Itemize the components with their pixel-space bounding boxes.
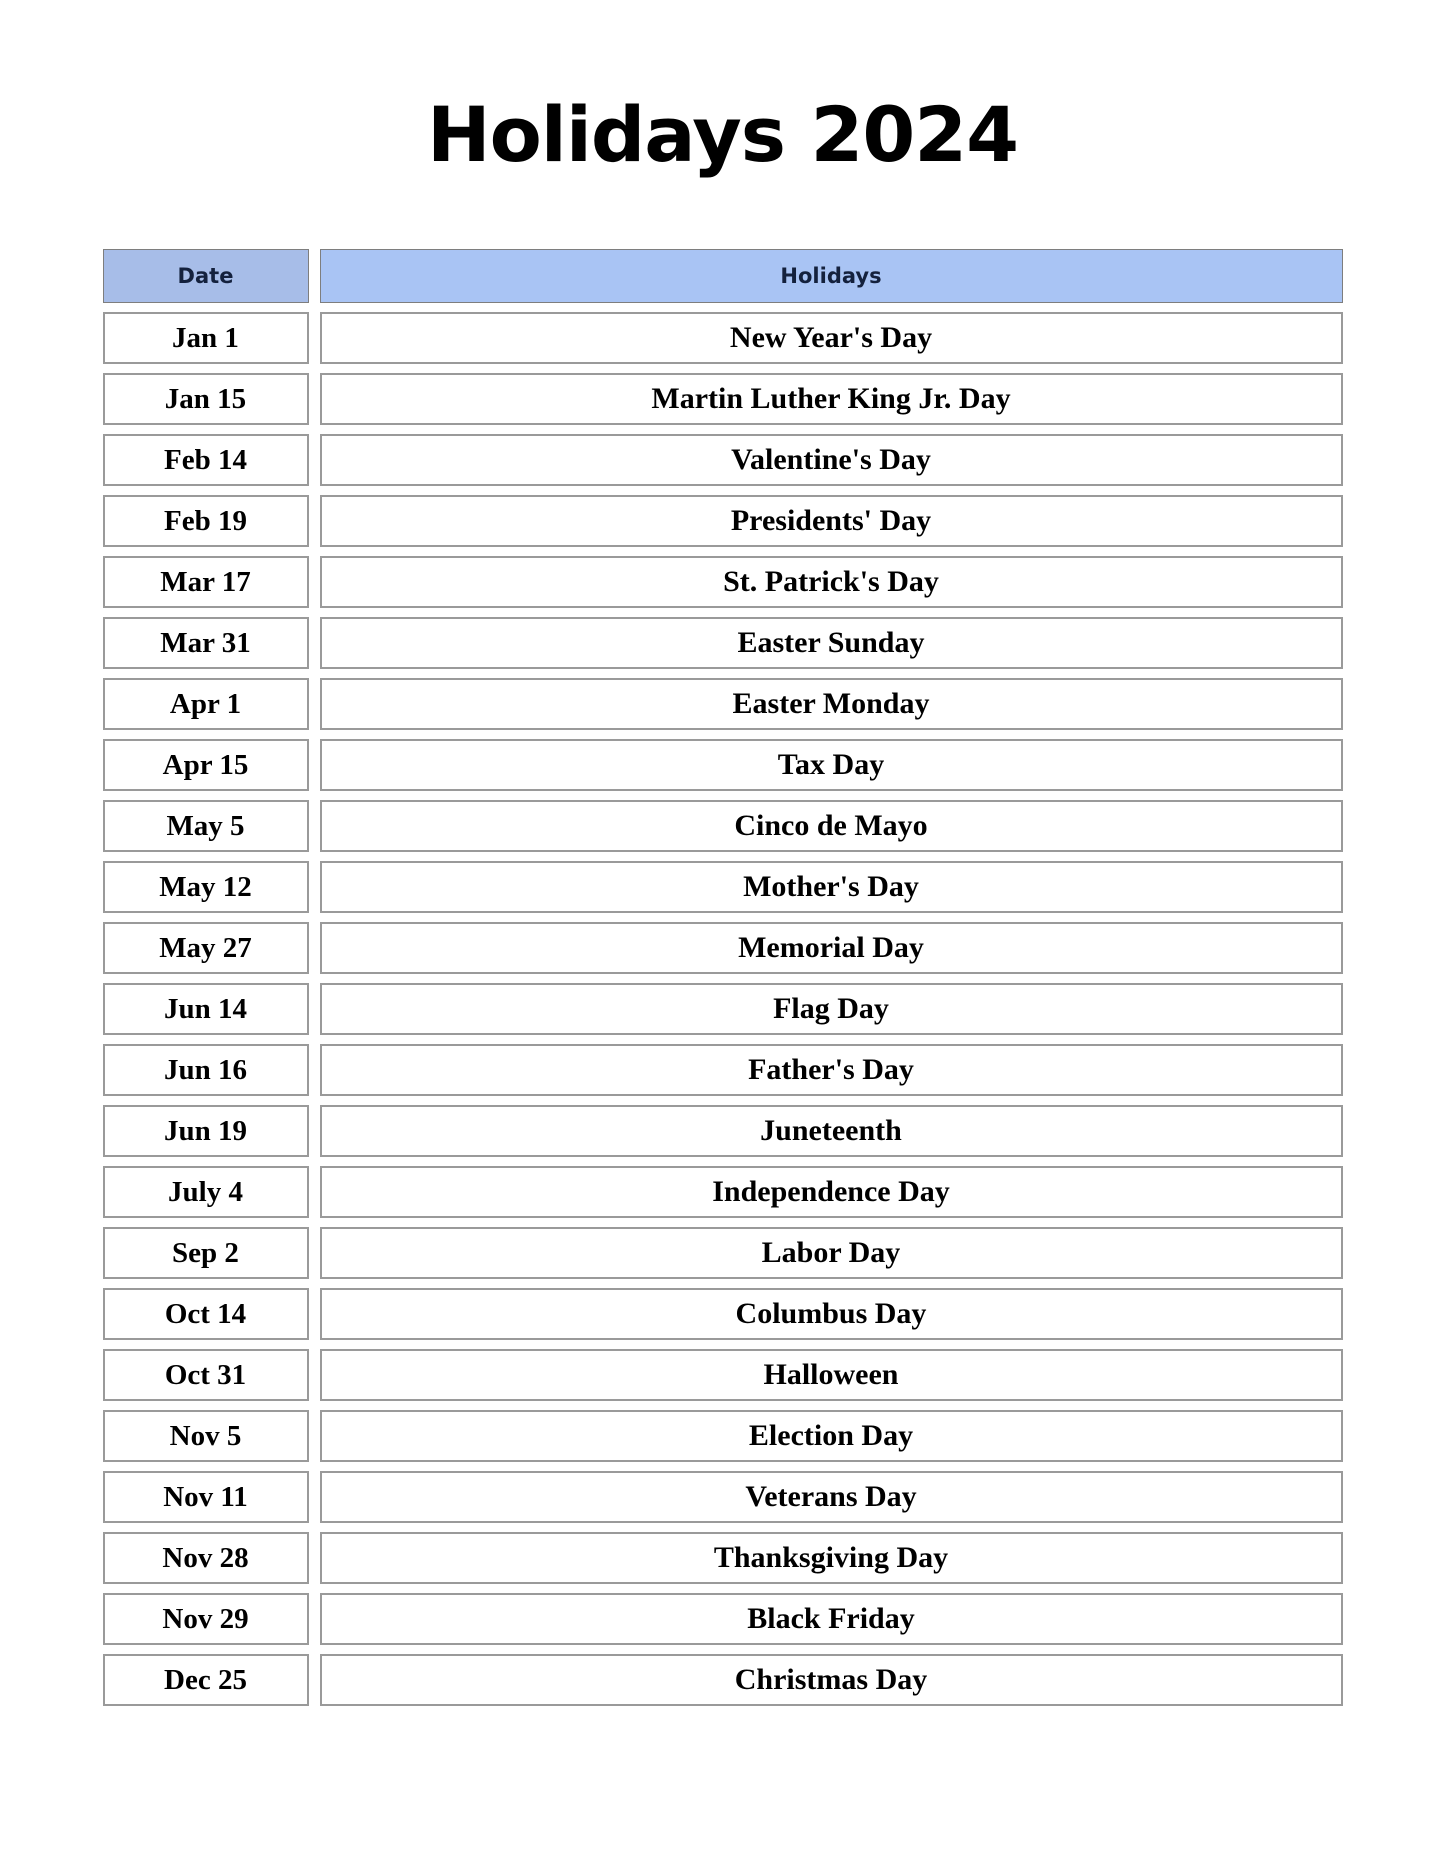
date-value: Oct 14: [164, 1297, 247, 1330]
table-cell-holiday: [320, 983, 1343, 1035]
date-value: Jan 1: [172, 321, 239, 354]
table-cell-holiday: [320, 1349, 1343, 1401]
table-cell-holiday: [320, 800, 1343, 852]
table-row: [103, 1593, 1343, 1645]
table-row: [103, 617, 1343, 669]
holiday-value: Election Day: [748, 1419, 914, 1452]
column-header-holidays: [320, 249, 1343, 303]
table-cell-date: [103, 922, 309, 974]
table-cell-holiday: [320, 922, 1343, 974]
table-cell-date: [103, 373, 309, 425]
date-value: Apr 15: [162, 748, 249, 781]
column-header-holidays-label: Holidays: [780, 264, 882, 288]
date-value: May 5: [166, 809, 245, 842]
holiday-value: Easter Sunday: [737, 626, 925, 659]
table-row: [103, 800, 1343, 852]
table-row: [103, 1654, 1343, 1706]
holiday-value: Juneteenth: [760, 1114, 902, 1147]
holiday-value: Memorial Day: [738, 931, 924, 964]
table-cell-date: [103, 1227, 309, 1279]
table-cell-date: [103, 1410, 309, 1462]
table-cell-holiday: [320, 434, 1343, 486]
table-row: [103, 1288, 1343, 1340]
holiday-value: Black Friday: [747, 1602, 915, 1635]
holiday-value: Veterans Day: [745, 1480, 917, 1513]
date-value: Nov 28: [162, 1541, 249, 1574]
date-value: Jun 14: [163, 992, 247, 1025]
table-cell-date: [103, 1349, 309, 1401]
table-cell-holiday: [320, 617, 1343, 669]
table-row: [103, 739, 1343, 791]
table-cell-holiday: [320, 312, 1343, 364]
table-row: [103, 1410, 1343, 1462]
holiday-value: Presidents' Day: [730, 504, 932, 537]
holiday-value: Mother's Day: [743, 870, 919, 903]
holiday-value: Valentine's Day: [731, 443, 931, 476]
holiday-value: Cinco de Mayo: [734, 809, 928, 842]
table-row: [103, 434, 1343, 486]
date-value: Jun 19: [163, 1114, 247, 1147]
date-value: Sep 2: [172, 1236, 239, 1269]
date-value: May 12: [159, 870, 252, 903]
table-cell-holiday: [320, 1105, 1343, 1157]
table-cell-date: [103, 434, 309, 486]
table-cell-holiday: [320, 373, 1343, 425]
table-row: [103, 495, 1343, 547]
column-header-date: [103, 249, 309, 303]
holiday-value: Labor Day: [761, 1236, 901, 1269]
table-cell-holiday: [320, 861, 1343, 913]
table-cell-date: [103, 1471, 309, 1523]
table-row: [103, 1349, 1343, 1401]
date-value: Dec 25: [164, 1663, 247, 1696]
table-cell-date: [103, 556, 309, 608]
page-title: Holidays 2024: [426, 90, 1019, 179]
table-body: [103, 312, 1343, 1706]
table-cell-holiday: [320, 1044, 1343, 1096]
holiday-value: Flag Day: [773, 992, 889, 1025]
table-cell-holiday: [320, 678, 1343, 730]
date-value: July 4: [168, 1175, 243, 1208]
table-row: [103, 373, 1343, 425]
table-cell-date: [103, 1044, 309, 1096]
table-cell-date: [103, 678, 309, 730]
holiday-value: Columbus Day: [735, 1297, 927, 1330]
table-cell-date: [103, 739, 309, 791]
date-value: Feb 19: [164, 504, 247, 537]
table-cell-date: [103, 1288, 309, 1340]
table-row: [103, 1532, 1343, 1584]
holiday-value: Easter Monday: [732, 687, 930, 720]
table-cell-date: [103, 495, 309, 547]
table-cell-date: [103, 983, 309, 1035]
table-row: [103, 1227, 1343, 1279]
date-value: Mar 31: [160, 626, 251, 659]
date-value: Jun 16: [163, 1053, 247, 1086]
holiday-value: St. Patrick's Day: [723, 565, 939, 598]
table-cell-holiday: [320, 1166, 1343, 1218]
date-value: Nov 5: [169, 1419, 242, 1452]
date-value: Feb 14: [164, 443, 247, 476]
holiday-value: New Year's Day: [729, 321, 933, 354]
table-cell-date: [103, 800, 309, 852]
table-cell-date: [103, 1532, 309, 1584]
date-value: Oct 31: [164, 1358, 247, 1391]
table-cell-holiday: [320, 739, 1343, 791]
table-cell-holiday: [320, 1471, 1343, 1523]
date-value: Nov 29: [162, 1602, 249, 1635]
holiday-value: Tax Day: [777, 748, 885, 781]
table-row: [103, 1471, 1343, 1523]
date-value: Jan 15: [164, 382, 247, 415]
table-row: [103, 1166, 1343, 1218]
date-value: Nov 11: [163, 1480, 248, 1513]
table-cell-holiday: [320, 1532, 1343, 1584]
table-cell-date: [103, 1593, 309, 1645]
table-cell-date: [103, 617, 309, 669]
table-cell-holiday: [320, 556, 1343, 608]
holiday-value: Independence Day: [712, 1175, 950, 1208]
table-cell-holiday: [320, 1593, 1343, 1645]
holiday-value: Father's Day: [748, 1053, 914, 1086]
date-value: Apr 1: [169, 687, 242, 720]
table-row: [103, 983, 1343, 1035]
table-cell-date: [103, 1654, 309, 1706]
holiday-value: Halloween: [763, 1358, 899, 1391]
table-cell-date: [103, 312, 309, 364]
table-row: [103, 312, 1343, 364]
date-value: Mar 17: [160, 565, 251, 598]
table-header-row: [103, 249, 1343, 303]
table-cell-holiday: [320, 1288, 1343, 1340]
table-cell-date: [103, 1105, 309, 1157]
table-row: [103, 1044, 1343, 1096]
table-row: [103, 1105, 1343, 1157]
table-row: [103, 678, 1343, 730]
table-cell-holiday: [320, 1227, 1343, 1279]
table-row: [103, 556, 1343, 608]
date-value: May 27: [159, 931, 252, 964]
table-cell-holiday: [320, 1410, 1343, 1462]
holidays-table: [103, 173, 1343, 1706]
column-header-date-label: Date: [177, 264, 234, 288]
holiday-value: Christmas Day: [734, 1663, 928, 1696]
table-cell-date: [103, 1166, 309, 1218]
table-cell-holiday: [320, 495, 1343, 547]
table-row: [103, 922, 1343, 974]
table-cell-date: [103, 861, 309, 913]
holiday-value: Thanksgiving Day: [713, 1541, 949, 1574]
table-row: [103, 861, 1343, 913]
holiday-value: Martin Luther King Jr. Day: [651, 382, 1011, 415]
table-cell-holiday: [320, 1654, 1343, 1706]
